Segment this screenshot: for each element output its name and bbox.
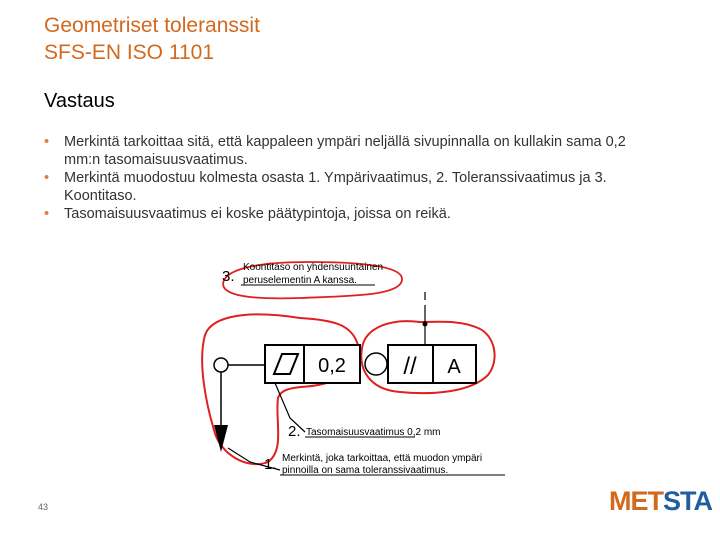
bullet-text: Merkintä muodostuu kolmesta osasta 1. Ympärivaatimus, 2. Toleranssivaatimus ja 3. Koontitaso.	[64, 170, 607, 204]
page-number: 43	[38, 502, 49, 512]
logo-part-1: MET	[609, 486, 663, 516]
all-around-circle-icon	[214, 358, 228, 372]
logo-part-2: STA	[663, 486, 712, 516]
bullet-text: Merkintä tarkoittaa sitä, että kappaleen ympäri neljällä sivupinnalla on kullakin sama 0,2 mm:n tasomaisuusvaatimus.	[64, 134, 626, 168]
title-line-1: Geometriset toleranssit	[44, 14, 260, 37]
label-2-number: 2.	[288, 423, 301, 440]
label-3-line-1: Koontitaso on yhdensuuntainen	[243, 262, 384, 273]
title-line-2: SFS-EN ISO 1101	[44, 41, 215, 64]
label-1-line-2: pinnoilla on sama toleranssivaatimus.	[282, 465, 449, 476]
parallelism-symbol: //	[403, 353, 417, 380]
metsta-logo	[609, 486, 712, 517]
section-heading: Vastaus	[44, 90, 115, 112]
label-1-number: 1.	[264, 456, 277, 473]
bullet-dot-icon: •	[44, 134, 50, 150]
datum-label: A	[447, 356, 461, 378]
label-3-number: 3.	[222, 268, 235, 285]
datum-circle-icon	[365, 353, 387, 375]
bullet-text: Tasomaisuusvaatimus ei koske päätypintoja, joissa on reikä.	[64, 206, 451, 222]
label-1-line-1: Merkintä, joka tarkoittaa, että muodon ympäri	[282, 453, 483, 464]
tolerance-value: 0,2	[318, 355, 346, 377]
highlight-loop-left	[202, 314, 358, 464]
bullet-dot-icon: •	[44, 206, 50, 222]
label-2-text: Tasomaisuusvaatimus 0,2 mm	[306, 427, 441, 438]
bullet-dot-icon: •	[44, 170, 50, 186]
label-3-line-2: peruselementin A kanssa.	[243, 275, 357, 286]
